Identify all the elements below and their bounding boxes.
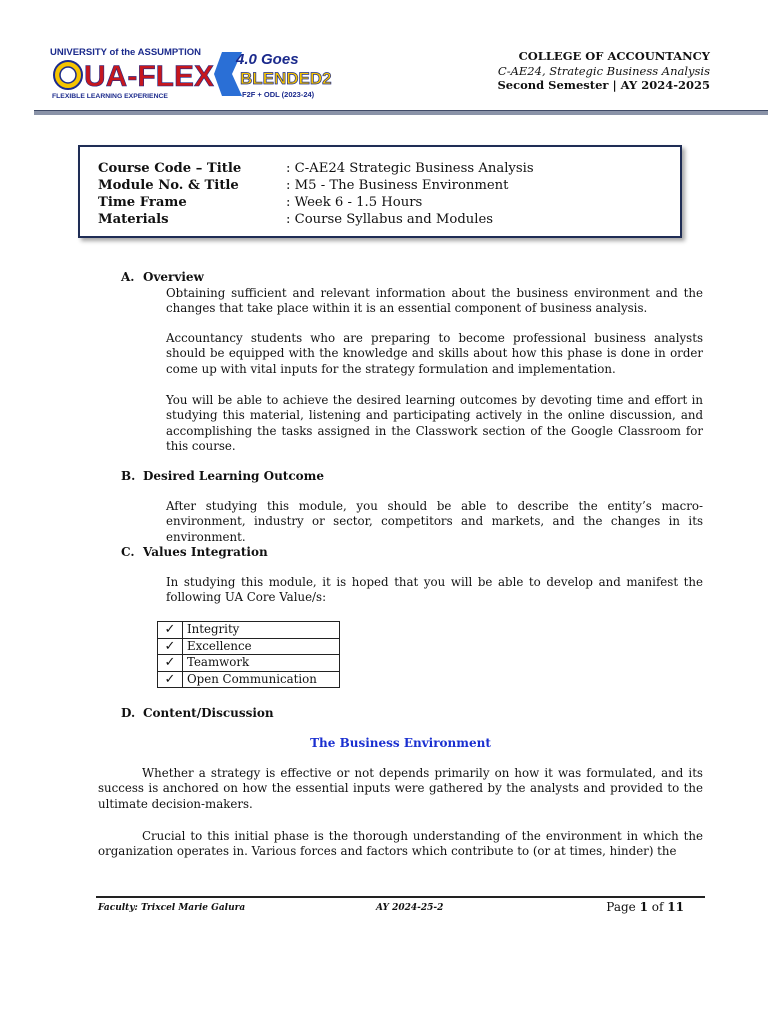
overview-paragraph-2: Accountancy students who are preparing to become professional business analysts should be equipped with the knowledge and skills about how this phase is done in order come up with vital inputs for the strategy formulation and implementation. bbox=[166, 331, 703, 376]
section-c-heading: C. Values Integration bbox=[121, 545, 268, 559]
value-label: Open Communication bbox=[183, 671, 340, 688]
section-d-heading: D. Content/Discussion bbox=[121, 706, 274, 720]
info-row-module: Module No. & Title : M5 - The Business Environment bbox=[98, 178, 509, 193]
table-row bbox=[158, 638, 340, 655]
info-row-course: Course Code – Title : C-AE24 Strategic Business Analysis bbox=[98, 161, 534, 176]
info-row-materials: Materials : Course Syllabus and Modules bbox=[98, 212, 494, 227]
value-label: Excellence bbox=[183, 638, 340, 655]
header-divider bbox=[34, 110, 768, 115]
core-values-table bbox=[157, 621, 340, 688]
check-icon: ✓ bbox=[158, 638, 183, 655]
section-a-heading: A. Overview bbox=[121, 270, 204, 284]
logo-university-text: UNIVERSITY of the ASSUMPTION bbox=[50, 47, 201, 58]
check-icon: ✓ bbox=[158, 671, 183, 688]
value-label: Teamwork bbox=[183, 655, 340, 672]
values-intro-paragraph: In studying this module, it is hoped that you will be able to develop and manifest the following UA Core Value/s: bbox=[166, 575, 703, 605]
semester: Second Semester | AY 2024-2025 bbox=[497, 78, 710, 92]
content-paragraph-1: Whether a strategy is effective or not depends primarily on how it was formulated, and its success is anchored on how the essential inputs were gathered by the analysts and provided to the ultimate decision-makers. bbox=[98, 766, 703, 811]
table-row bbox=[158, 671, 340, 688]
check-icon: ✓ bbox=[158, 622, 183, 639]
overview-paragraph-1: Obtaining sufficient and relevant information about the business environment and the changes that take place within it is an essential component of business analysis. bbox=[166, 286, 703, 316]
ua-flex-logo bbox=[46, 44, 346, 102]
value-label: Integrity bbox=[183, 622, 340, 639]
footer-academic-year: AY 2024-25-2 bbox=[376, 903, 444, 913]
logo-blended-text: BLENDED2 bbox=[240, 69, 332, 88]
logo-mode-text: F2F + ODL (2023-24) bbox=[242, 90, 315, 99]
logo-version-text: 4.0 Goes bbox=[236, 51, 299, 68]
section-b-heading: B. Desired Learning Outcome bbox=[121, 469, 324, 483]
table-row bbox=[158, 655, 340, 672]
header-course-info bbox=[497, 49, 710, 93]
page-number: Page 1 of 11 bbox=[606, 900, 684, 914]
table-row bbox=[158, 622, 340, 639]
learning-outcome-paragraph: After studying this module, you should be able to describe the entity’s macro-environment, industry or sector, competitors and markets, and the changes in its environment. bbox=[166, 499, 703, 544]
logo-tagline-text: FLEXIBLE LEARNING EXPERIENCE bbox=[52, 93, 168, 100]
info-row-timeframe: Time Frame : Week 6 - 1.5 Hours bbox=[98, 195, 423, 210]
footer-faculty: Faculty: Trixcel Marie Galura bbox=[98, 903, 246, 913]
college-name: COLLEGE OF ACCOUNTANCY bbox=[518, 49, 710, 63]
content-paragraph-2: Crucial to this initial phase is the thorough understanding of the environment in which the organization operates in. Various forces and factors which contribute to (or at times, hinder) the bbox=[98, 829, 703, 859]
overview-paragraph-3: You will be able to achieve the desired learning outcomes by devoting time and effort in studying this material, listening and participating actively in the online discussion, and accomplishing the tasks assigned in the Classwork section of the Google Classroom for this course. bbox=[166, 393, 703, 453]
check-icon: ✓ bbox=[158, 655, 183, 672]
course-name: C-AE24, Strategic Business Analysis bbox=[497, 63, 710, 78]
footer-divider bbox=[96, 896, 705, 898]
content-subtitle: The Business Environment bbox=[310, 736, 491, 750]
logo-brand-text: UA-FLEX bbox=[84, 60, 214, 93]
module-info-box bbox=[78, 145, 682, 238]
